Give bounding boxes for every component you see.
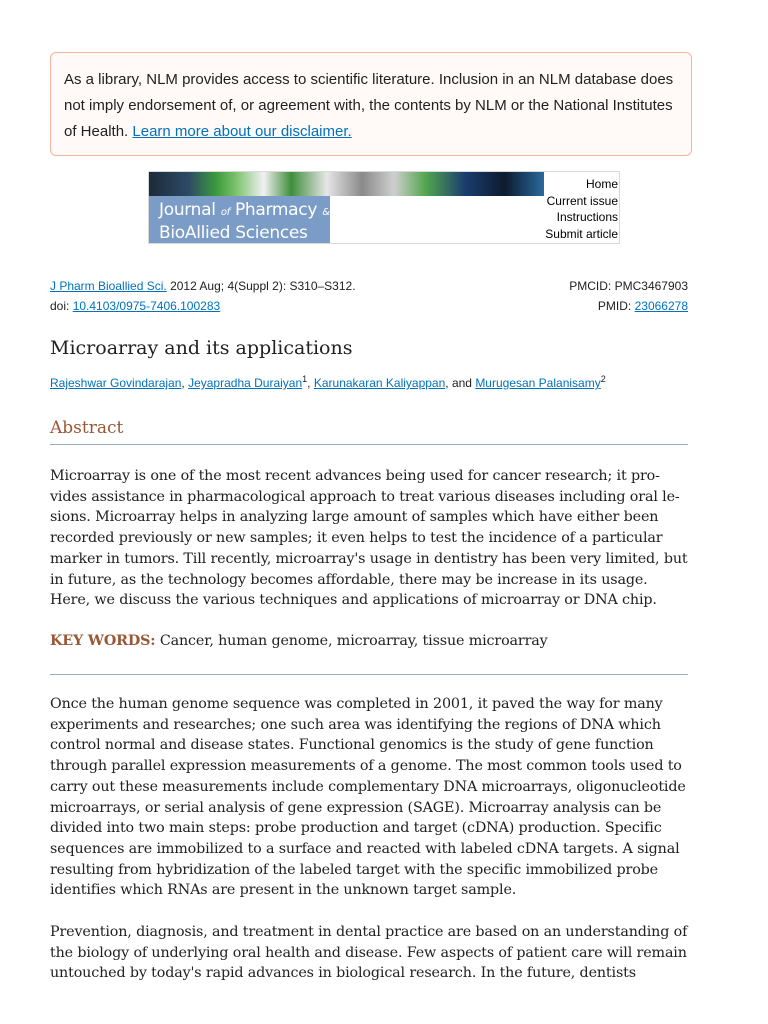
article-ids (569, 276, 688, 316)
logo-word-of: of (220, 207, 230, 218)
doi-link[interactable]: 10.4103/0975-7406.100283 (72, 299, 221, 313)
article-title: Microarray and its applications (50, 337, 353, 359)
nav-instructions[interactable]: Instructions (556, 210, 618, 224)
pmid-label: PMID: (597, 299, 632, 313)
body-paragraph-2: Prevention, diagnosis, and treatment in dental practice are based on an understanding of the biology of underlying oral health and disease. Few aspects of patient care will remain untouched by today's rapid advances in biological research. In the future, dentists (50, 924, 688, 982)
nav-current-issue[interactable]: Current issue (546, 193, 618, 208)
logo-word-journal: Journal (159, 200, 216, 220)
abstract-text: Microarray is one of the most recent advances being used for cancer research; it provides assistance in pharmacological approach to treat various diseases including oral lesions. Microarray helps in analyzing large amount of samples which have either been recorded previously or new samples; it even helps to test the incidence of a particular marker in tumors. Till recently, microarray's usage in dentistry has been very limited, but in future, as the technology becomes affordable, there may be increase in its usage. Here, we discuss the various techniques and applications of microarray or DNA chip. (50, 468, 688, 609)
keywords-list: Cancer, human genome, microarray, tissue microarray (159, 633, 548, 649)
citation-details: 2012 Aug; 4(Suppl 2): S310–S312. (170, 279, 356, 293)
citation-info (50, 276, 356, 316)
author-link[interactable]: Murugesan Palanisamy (475, 376, 601, 390)
author-separator: , (181, 376, 189, 390)
affiliation-marker[interactable]: 2 (600, 374, 606, 384)
banner-nav (545, 176, 618, 242)
keywords-label: KEY WORDS: (50, 633, 156, 649)
pmid-link[interactable]: 23066278 (634, 299, 688, 313)
logo-amp: & (322, 207, 330, 218)
affiliation-marker[interactable]: 1 (302, 374, 308, 384)
disclaimer-link[interactable]: Learn more about our disclaimer. (132, 123, 352, 140)
nav-submit-article[interactable]: Submit article (545, 226, 618, 241)
journal-link[interactable]: J Pharm Bioallied Sci. (50, 279, 167, 293)
author-list (50, 374, 606, 390)
disclaimer-notice (50, 52, 692, 156)
abstract-heading: Abstract (50, 418, 688, 445)
author-link[interactable]: Jeyapradha Duraiyan (188, 376, 303, 390)
doi-label: doi: (50, 299, 70, 313)
keywords (50, 631, 690, 652)
author-link[interactable]: Karunakaran Kaliyappan (313, 376, 446, 390)
journal-logo[interactable] (149, 196, 330, 244)
pmcid-label: PMCID: (569, 279, 612, 293)
pmcid-value: PMC3467903 (614, 279, 688, 293)
banner-image-strip (149, 172, 544, 196)
body-paragraph-1: Once the human genome sequence was completed in 2001, it paved the way for many experiments and researches; one such area was identifying the regions of DNA which control normal and disease states. Functional genomics is the study of gene function through parallel expression measurements of a genome. The most common tools used to carry out these measurements include complementary DNA microarrays, oligonucleotide microarrays, or serial analysis of gene expression (SAGE). Microarray analysis can be divided into two main steps: probe production and target (cDNA) production. Specific sequences are immobilized to a surface and reacted with labeled cDNA targets. A signal resulting from hybridization of the labeled target with the specific immobilized probe identifies which RNAs are present in the unknown target sample. (50, 696, 686, 899)
author-separator: , and (445, 376, 476, 390)
journal-banner (148, 171, 620, 244)
author-link[interactable]: Rajeshwar Govindarajan (50, 376, 182, 390)
logo-word-pharmacy: Pharmacy (234, 200, 318, 220)
section-divider (50, 674, 688, 675)
author-separator: , (307, 376, 314, 390)
logo-line2: BioAllied Sciences (159, 223, 308, 243)
nav-home[interactable]: Home (585, 177, 618, 191)
disclaimer-text: As a library, NLM provides access to scientific literature. Inclusion in an NLM database does not imply endorsement of, or agreement with, the contents by NLM or the National Institutes of Health. (64, 71, 674, 140)
